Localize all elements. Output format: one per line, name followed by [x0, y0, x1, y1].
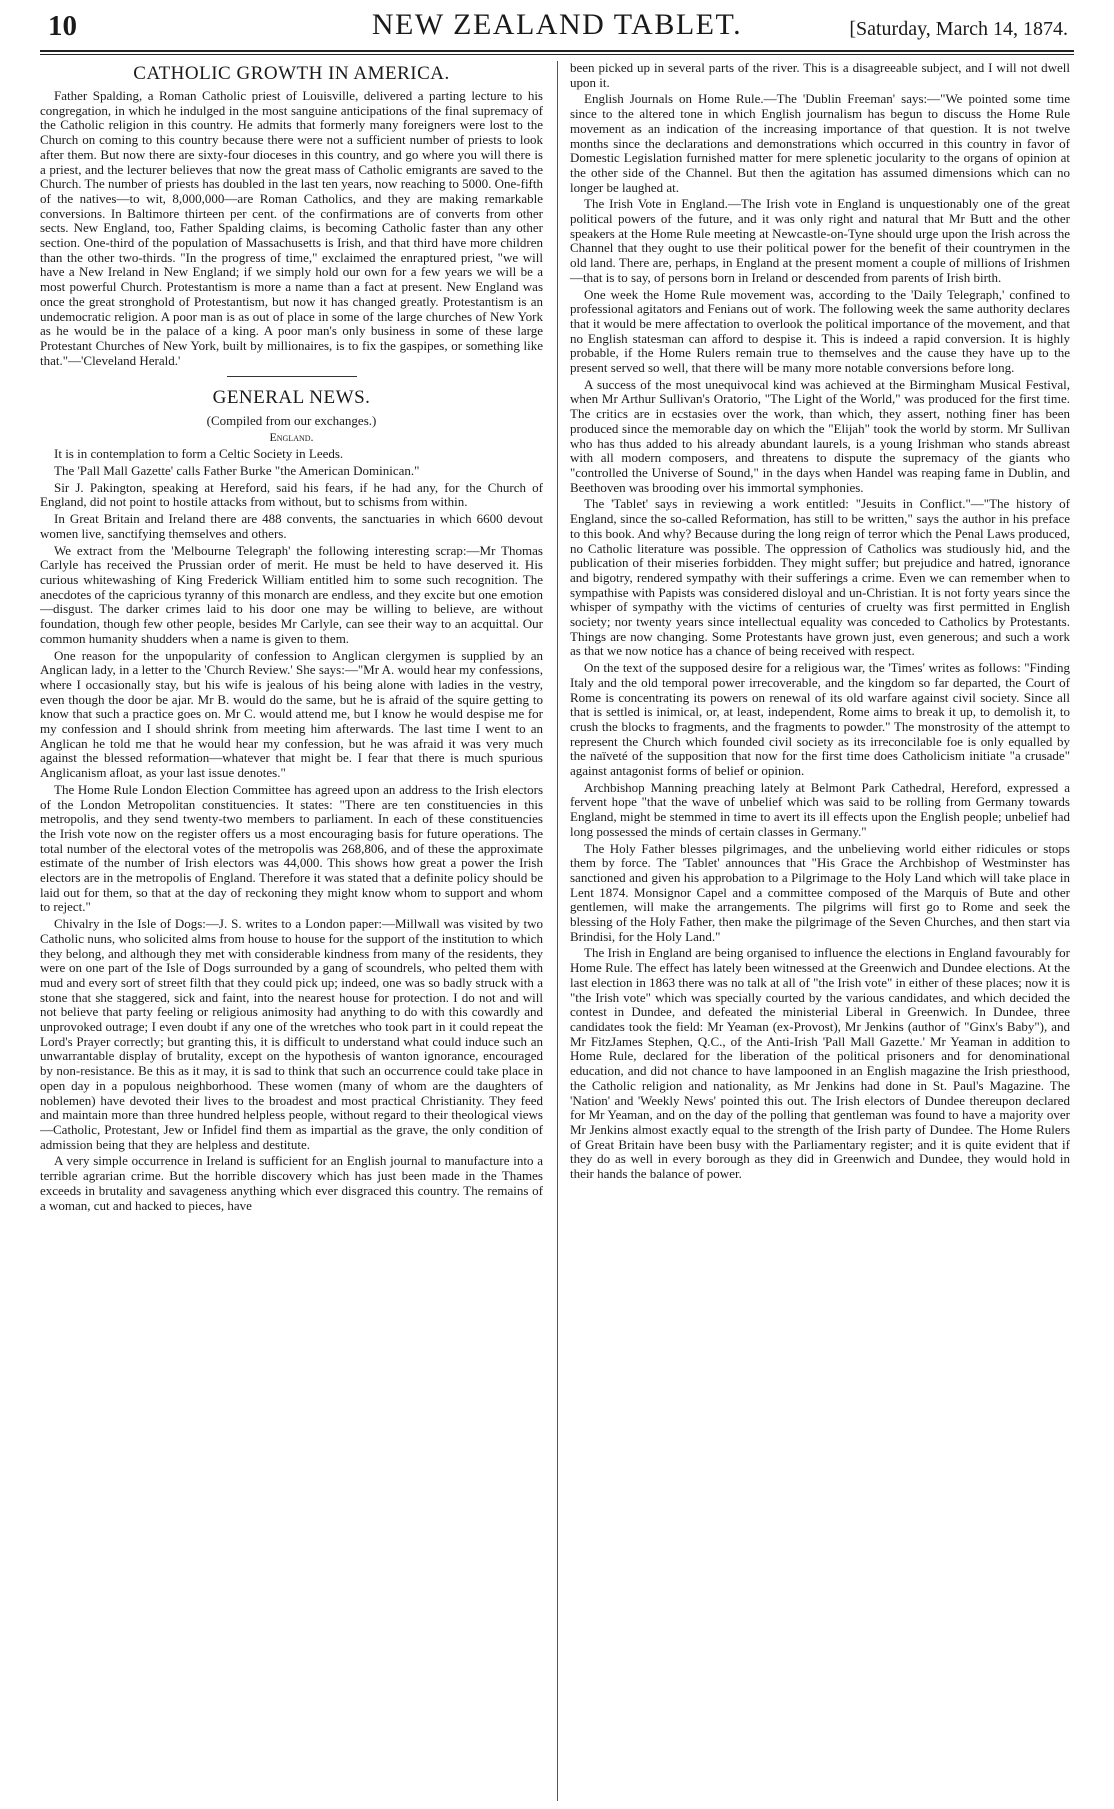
news-paragraph: Sir J. Pakington, speaking at Hereford, said his fears, if he had any, for the Church of England, did not point to hostile attacks from without, but to schisms from within.: [40, 479, 543, 510]
newspaper-title: NEW ZEALAND TABLET.: [371, 8, 743, 41]
columns: [40, 61, 1074, 1801]
news-paragraph: One week the Home Rule movement was, according to the 'Daily Telegraph,' confined to professional agitators and Fenians out of work. The following week the same authority declares that it would be mere affectation to overlook the political importance of the movement, and that no English statesman can afford to despise it. This is indeed a rapid conversion. It is highly probable, if the Home Rulers remain true to themselves and the cause they have up to the present served so well, that there will be many more notable conversions before long.: [570, 286, 1070, 376]
issue-date: [Saturday, March 14, 1874.: [849, 18, 1068, 40]
news-paragraph: It is in contemplation to form a Celtic Society in Leeds.: [54, 446, 344, 462]
left-column: [40, 61, 543, 1801]
news-paragraph: The Home Rule London Election Committee has agreed upon an address to the Irish electors of the London Metropolitan constituencies. It states: "There are ten constituencies in this metropolis, and they send twenty-two members to parliament. In each of these constituencies the Irish vote now on the register offers us a most encouraging basis for future operations. The total number of the electoral votes of the metropolis was 268,806, and of these the approximate estimate of the number of Irish electors was 44,000. This shows how great a power the Irish electors are in the metropolis of England. Therefore it was stated that a definite policy should be laid out for them, so that at the day of reckoning they might know whom to support and whom to reject.": [40, 781, 543, 915]
article-paragraph: Father Spalding, a Roman Catholic priest of Louisville, delivered a parting lecture to his congregation, in which he indulged in the most sanguine anticipations of the final supremacy of the Catholic religion in this country. He admits that formerly many foreigners were lost to the Church on coming to this country because there were not a sufficient number of priests to look after them. But now there are sixty-four dioceses in this country, and go where you will there is a priest, and the lecturer believes that now the great mass of Catholic emigrants are saved to the Church. The number of priests has doubled in the last ten years, now reaching to 5000. One-fifth of the natives—to wit, 8,000,000—are Roman Catholics, and they are making remarkable conversions. In Baltimore thirteen per cent. of the confirmations are of converts from other sects. New England, too, Father Spalding claims, is becoming Catholic faster than any other section. One-third of the population of Massachusetts is Irish, and that third have more children than the other two-thirds. "In the progress of time," exclaimed the enraptured priest, "we will have a New Ireland in New England; if we simply hold our own for a few years we will be a most powerful Church. Protestantism is more a name than a fact at present. New England was once the great stronghold of Protestantism, but now it has changed greatly. Protestantism is an undemocratic religion. A poor man is as out of place in some of the large churches of New York as he would be in the palace of a king. A poor man's only business in some of these large Protestant Churches of New York, built by millionaires, is to fix the gaspipes, or something like that."—'Cleveland Herald.': [40, 88, 543, 368]
news-paragraph: Chivalry in the Isle of Dogs:—J. S. writes to a London paper:—Millwall was visited by two Catholic nuns, who solicited alms from house to house for the support of the institution to which they belong, and although they met with considerable kindness from many of the residents, they were on one part of the Isle of Dogs surrounded by a gang of scoundrels, who pelted them with mud and every sort of street filth that they could pick up; indeed, one was so badly struck with a stone that she staggered, sick and faint, into the nearest house for protection. I do not and will not believe that party feeling or religious animosity had anything to do with this cowardly and unprovoked outrage; I even doubt if any one of the wretches who took part in it could repeat the Lord's Prayer correctly; but granting this, it is difficult to understand what could induce such an unwarrantable display of brutality, except on the hypothesis of wanton ignorance, encouraged by non-resistance. Be this as it may, it is sad to think that such an occurrence could take place in open day in a populous neighborhood. These women (many of whom are the daughters of noblemen) have devoted their lives to the broadest and most practical Christianity. They feed and maintain more than three hundred helpless people, without regard to their theological views—Catholic, Protestant, Jew or Infidel find them as impartial as the grave, the only condition of admission being that they are helpless and destitute.: [40, 916, 543, 1152]
news-paragraph: In Great Britain and Ireland there are 488 convents, the sanctuaries in which 6600 devout women live, sanctifying themselves and others.: [40, 511, 543, 541]
news-paragraph: Archbishop Manning preaching lately at Belmont Park Cathedral, Hereford, expressed a fervent hope "that the wave of unbelief which was said to be rolling from Germany towards England, might be stemmed in time to avert its ill effects upon the English people; unbelief had long possessed the minds of certain classes in Germany.": [570, 779, 1070, 839]
general-news-subheading: (Compiled from our exchanges.): [206, 413, 377, 429]
masthead-rule: [40, 54, 1074, 55]
news-paragraph: One reason for the unpopularity of confession to Anglican clergymen is supplied by an Anglican lady, in a letter to the 'Church Review.' She says:—"Mr A. would hear my confessions, where I occasionally stay, but his wife is jealous of his being alone with ladies in the vestry, even though the door be ajar. Mr B. would do the same, but he is afraid of the squire getting to know that such a practice goes on. Mr C. would attend me, but I know he would despise me for my confession and I should shrink from meeting him afterwards. The last time I went to an Anglican he told me that he would hear my confession, but he was afraid it was very much against the blessed reformation—whatever that might be. I fear that there is much spurious Anglicanism afloat, as your last issue denotes.": [40, 647, 543, 781]
news-paragraph: The Holy Father blesses pilgrimages, and the unbelieving world either ridicules or stops them by force. The 'Tablet' announces that "His Grace the Archbishop of Westminster has sanctioned and given his approbation to a Pilgrimage to the Holy Land which will take place in Lent 1874. Monsignor Capel and a committee composed of the Marquis of Bute and other gentlemen, will make the arrangements. The pilgrims will first go to Rome and seek the blessing of the Holy Father, then make the pilgrimage of the Seven Churches, and then start via Brindisi, for the Holy Land.": [570, 840, 1070, 944]
general-news-heading: GENERAL NEWS.: [212, 387, 371, 409]
news-paragraph: been picked up in several parts of the river. This is a disagreeable subject, and I will not dwell upon it.: [570, 61, 1070, 90]
news-paragraph: We extract from the 'Melbourne Telegraph' the following interesting scrap:—Mr Thomas Carlyle has received the Prussian order of merit. He must be held to have deserved it. His curious whitewashing of King Frederick William entitled him to some such recognition. The anecdotes of the capricious tyranny of this monarch are endless, and they excite but one emotion—disgust. The darker crimes laid to his door one may be willing to believe, are without foundation, though few other people, besides Mr Carlyle, can see their way to an acquittal. Our common humanity shudders when a name is given to them.: [40, 542, 543, 646]
news-paragraph: The Irish Vote in England.—The Irish vote in England is unquestionably one of the great political powers of the future, and it was only right and natural that Mr Butt and the other speakers at the Home Rule meeting at Newcastle-on-Tyne should urge upon the Irish across the Channel that they ought to use their political power for the benefit of their countrymen in the old land. There are, perhaps, in England at the present moment a couple of millions of Irishmen—that is to say, of persons born in Ireland or descended from parents of Irish birth.: [570, 196, 1070, 285]
news-paragraph: The 'Pall Mall Gazette' calls Father Burke "the American Dominican.": [54, 463, 420, 479]
page-number: 10: [48, 10, 77, 42]
right-column: [557, 61, 1070, 1801]
news-paragraph: On the text of the supposed desire for a religious war, the 'Times' writes as follows: "Finding Italy and the old temporal power irrecoverable, and the kingdom so far departed, the Court of Rome is concentrating its powers on renewal of its old warfare against civil society. Since all that is settled is inimical, or, at least, independent, Rome aims to break it up, to demolish it, to crush the blocks to fragments, and the fragments to powder." The monstrosity of the attempt to represent the Church which founded civil society as its irreconcilable foe is only equalled by the naïveté of the supposition that now for the first time does Catholicism initiate "a crusade" against antagonist forms of belief or opinion.: [570, 660, 1070, 779]
article-heading-catholic-growth: CATHOLIC GROWTH IN AMERICA.: [133, 63, 450, 84]
news-paragraph: The 'Tablet' says in reviewing a work entitled: "Jesuits in Conflict."—"The history of England, since the so-called Reformation, has still to be written," says the author in his preface to this book. And why? Because during the long reign of terror which the Penal Laws produced, no Catholic literature was possible. The oppression of Catholics was studiously hid, and the publication of their miseries forbidden. They might suffer; but prejudice and hatred, ignorance and bigotry, rendered sympathy with their sufferings a crime. Even we can remember when to sympathise with Papists was considered disloyal and un-Christian. It is not forty years since the whisper of sympathy with the victims of centuries of cruelty was first permitted in English society; nor twenty years since intellectual equality was conceded to Catholics by Protestants. Things are now changing. Some Protestants have grown just, even generous; and such a work as that we now notice has a chance of being received with respect.: [570, 496, 1070, 659]
news-paragraph: A success of the most unequivocal kind was achieved at the Birmingham Musical Festival, when Mr Arthur Sullivan's Oratorio, "The Light of the World," was produced for the first time. The critics are in ecstasies over the work, than which, they assert, nothing finer has been produced since the memorable day on which the "Elijah" took the world by storm. Mr Sullivan who has thus added to his already abundant laurels, is a young Irishman who stands abreast with all modern composers, and threatens to dispute the supremacy of the giants who "controlled the Universe of Sound," in the days when Handel was reaping fame in Dublin, and Beethoven was brooding over his immortal symphonies.: [570, 376, 1070, 495]
news-paragraph: English Journals on Home Rule.—The 'Dublin Freeman' says:—"We pointed some time since to the altered tone in which English journalism has begun to discuss the Home Rule movement as an indication of the increasing importance of that question. It is not twelve months since the declarations and demonstrations which occurred in this country in favor of Domestic Legislation furnished matter for mere splenetic jocularity to the organs of opinion at the other side of the Channel. But then the agitation has assumed dimensions which can no longer be laughed at.: [570, 91, 1070, 195]
news-paragraph: The Irish in England are being organised to influence the elections in England favourably for Home Rule. The effect has lately been witnessed at the Greenwich and Dundee elections. At the last election in 1863 there was no talk at all of "the Irish vote" in either of these places; now it is "the Irish vote" which was specially courted by the various candidates, and which decided the contest in Dundee, and defeated the ministerial Liberal in Greenwich. In Dundee, three candidates took the field: Mr Yeaman (ex-Provost), Mr Jenkins (author of "Ginx's Baby"), and Mr FitzJames Stephen, Q.C., of the Anti-Irish 'Pall Mall Gazette.' Mr Yeaman in addition to Home Rule, declared for the liberation of the political prisoners and for denominational education, and did not chance to have lampooned in an English magazine the Irish priesthood, the Catholic religion and nationality, as Mr Jenkins had done in St. Paul's Magazine. The 'Nation' and 'Weekly News' pointed this out. The Irish electors of Dundee thereupon declared for Mr Yeaman, and on the day of the polling that gentleman was found to have a majority over Mr Jenkins almost exactly equal to the strength of the Irish party of Dundee. The Home Rulers of Great Britain have been busy with the Parliamentary register; and it is quite evident that if they do as well in every borough as they did in Greenwich and Dundee, they would hold in their hands the balance of power.: [570, 945, 1070, 1182]
section-divider: [227, 376, 357, 377]
section-label-england: England.: [269, 430, 314, 445]
masthead: [40, 6, 1074, 52]
news-paragraph: A very simple occurrence in Ireland is sufficient for an English journal to manufacture into a terrible agrarian crime. But the horrible discovery which has just been made in the Thames exceeds in brutality and savageness anything which ever disgraced this country. The remains of a woman, cut and hacked to pieces, have: [40, 1153, 543, 1213]
